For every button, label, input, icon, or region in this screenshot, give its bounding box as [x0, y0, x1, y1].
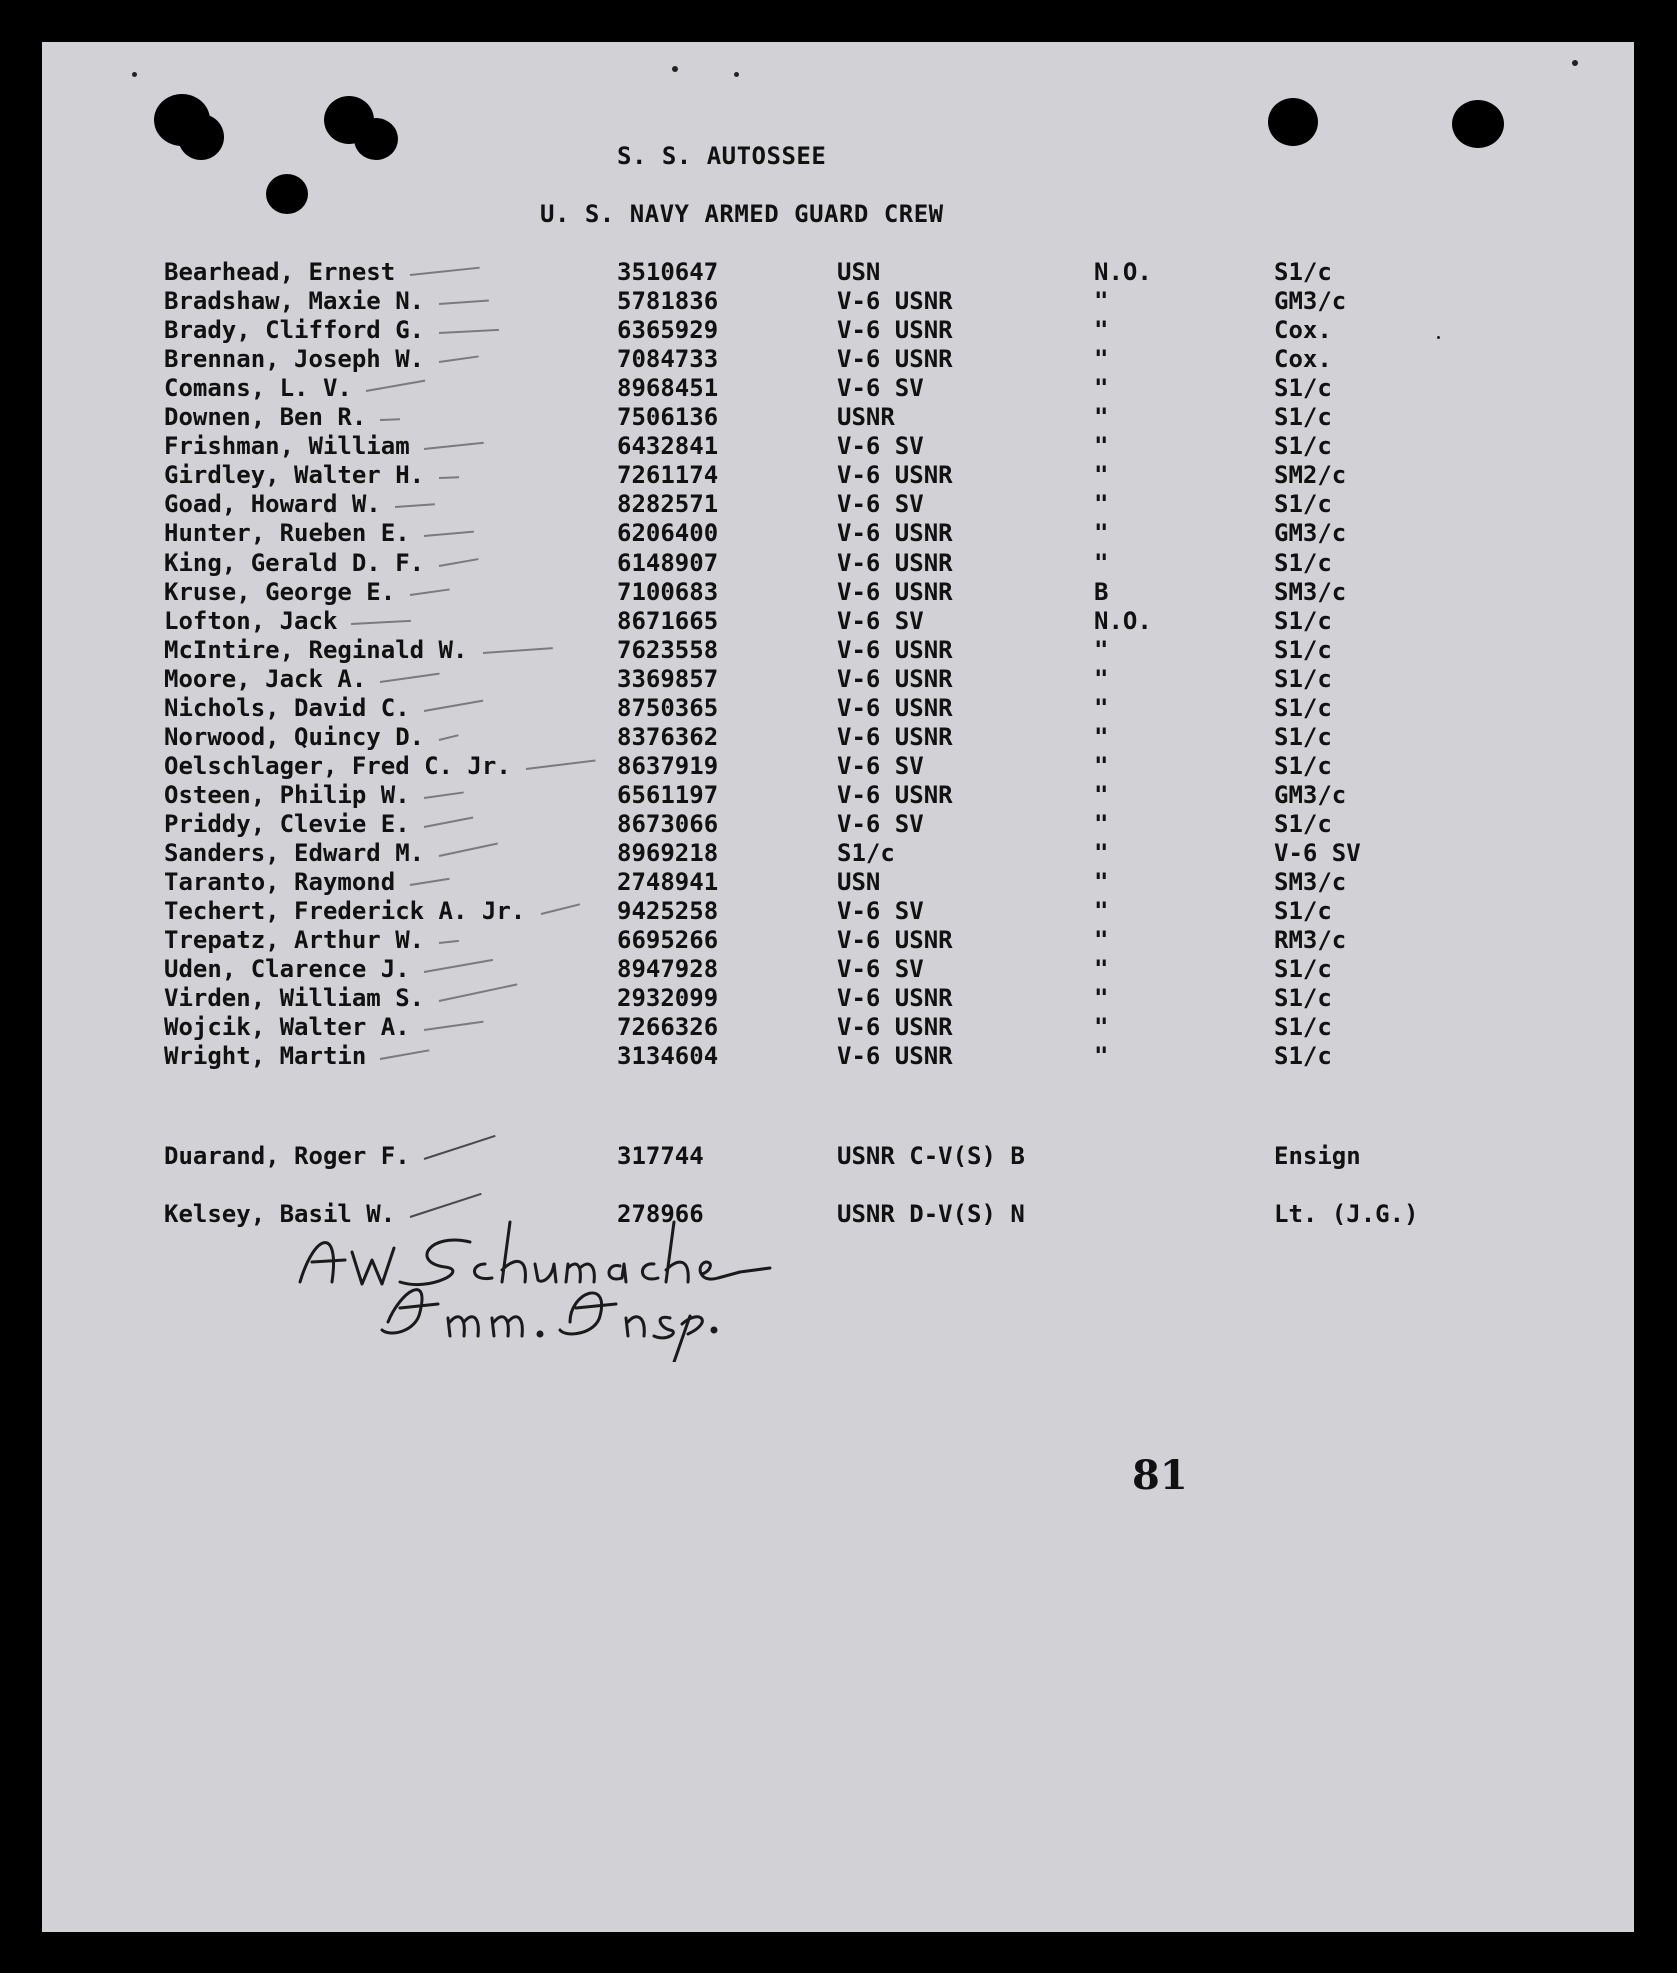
rating: Ensign	[1274, 1142, 1361, 1170]
ditto-mark: "	[1094, 432, 1109, 461]
ditto-mark: "	[1094, 461, 1109, 490]
service-class: USNR D-V(S) N	[837, 1200, 1025, 1228]
page-number: 81	[1132, 1452, 1188, 1499]
service-class: V-6 SV	[837, 490, 924, 519]
service-number: 6432841	[617, 432, 719, 461]
crew-row	[42, 345, 1634, 374]
crew-table	[42, 42, 1634, 1932]
ditto-mark: "	[1094, 839, 1109, 867]
rating: S1/c	[1274, 751, 1332, 780]
service-class: V-6 USNR	[837, 287, 953, 316]
inspector-signature	[270, 1212, 910, 1362]
crew-row	[42, 403, 1634, 432]
crew-row	[42, 432, 1634, 461]
service-class: USN	[837, 868, 881, 897]
crew-name: Girdley, Walter H.	[164, 461, 425, 490]
crew-row	[42, 839, 1634, 868]
rating: GM3/c	[1274, 287, 1347, 316]
rating: S1/c	[1274, 374, 1332, 403]
crew-row	[42, 810, 1634, 839]
service-class: USN	[837, 258, 881, 286]
crew-name: Techert, Frederick A. Jr.	[164, 897, 526, 926]
crew-name: Brady, Clifford G.	[164, 316, 425, 345]
ditto-mark: "	[1094, 548, 1109, 577]
service-number: 6148907	[617, 548, 719, 577]
service-class: V-6 USNR	[837, 577, 953, 606]
crew-name: Oelschlager, Fred C. Jr.	[164, 751, 511, 780]
ditto-mark: "	[1094, 519, 1109, 548]
ditto-mark: "	[1094, 926, 1109, 955]
rating: SM3/c	[1274, 577, 1347, 606]
service-number: 3134604	[617, 1042, 719, 1071]
rating: GM3/c	[1274, 519, 1347, 548]
service-number: 6561197	[617, 780, 719, 809]
ditto-mark: "	[1094, 403, 1109, 432]
rating: S1/c	[1274, 897, 1332, 926]
rating: RM3/c	[1274, 926, 1347, 955]
ditto-mark: "	[1094, 780, 1109, 809]
crew-name: Frishman, William	[164, 432, 410, 461]
ditto-mark: "	[1094, 722, 1109, 751]
document-title: S. S. AUTOSSEE	[617, 142, 827, 170]
service-number: 8637919	[617, 751, 719, 780]
crew-row	[42, 316, 1634, 345]
crew-name: Moore, Jack A.	[164, 664, 367, 693]
crew-row	[42, 694, 1634, 723]
service-class: V-6 SV	[837, 374, 924, 403]
crew-name: Brennan, Joseph W.	[164, 345, 425, 374]
ditto-mark: "	[1094, 897, 1109, 926]
rating: S1/c	[1274, 1042, 1332, 1071]
document-subtitle: U. S. NAVY ARMED GUARD CREW	[540, 200, 944, 228]
crew-row	[42, 1013, 1634, 1042]
service-number: 317744	[617, 1142, 704, 1170]
rating: Cox.	[1274, 345, 1332, 374]
rating: S1/c	[1274, 664, 1332, 693]
rating: V-6 SV	[1274, 839, 1361, 867]
crew-name: McIntire, Reginald W.	[164, 635, 468, 664]
crew-name: Uden, Clarence J.	[164, 955, 410, 984]
crew-row	[42, 287, 1634, 316]
service-number: 278966	[617, 1200, 704, 1228]
service-class: V-6 SV	[837, 606, 924, 635]
crew-name: Kruse, George E.	[164, 577, 396, 606]
officer-row	[42, 1142, 1634, 1171]
rating: S1/c	[1274, 432, 1332, 461]
crew-row	[42, 955, 1634, 984]
crew-row	[42, 374, 1634, 403]
rating: S1/c	[1274, 548, 1332, 577]
crew-name: Sanders, Edward M.	[164, 839, 425, 867]
service-class: V-6 USNR	[837, 722, 953, 751]
service-number: 8671665	[617, 606, 719, 635]
service-number: 7084733	[617, 345, 719, 374]
service-number: 5781836	[617, 287, 719, 316]
service-class: V-6 SV	[837, 809, 924, 838]
service-number: 3369857	[617, 664, 719, 693]
rating: S1/c	[1274, 955, 1332, 984]
ditto-mark: "	[1094, 1013, 1109, 1042]
service-class: V-6 SV	[837, 955, 924, 984]
crew-row	[42, 461, 1634, 490]
crew-row	[42, 519, 1634, 548]
crew-name: Virden, William S.	[164, 984, 425, 1013]
crew-name: Priddy, Clevie E.	[164, 809, 410, 838]
crew-name: Wright, Martin	[164, 1042, 367, 1071]
crew-row	[42, 781, 1634, 810]
crew-row	[42, 258, 1634, 287]
crew-name: Bearhead, Ernest	[164, 258, 396, 286]
crew-row	[42, 926, 1634, 955]
service-class: USNR C-V(S) B	[837, 1142, 1025, 1170]
ditto-mark: "	[1094, 287, 1109, 316]
crew-row	[42, 984, 1634, 1013]
document-page	[42, 42, 1634, 1932]
ditto-mark: "	[1094, 984, 1109, 1013]
rating: S1/c	[1274, 258, 1332, 286]
service-number: 7506136	[617, 403, 719, 432]
crew-name: Osteen, Philip W.	[164, 780, 410, 809]
service-number: 8673066	[617, 809, 719, 838]
ditto-mark: N.O.	[1094, 606, 1152, 635]
service-class: V-6 USNR	[837, 984, 953, 1013]
crew-row	[42, 549, 1634, 578]
service-number: 2748941	[617, 868, 719, 897]
crew-name: Comans, L. V.	[164, 374, 352, 403]
service-class: V-6 USNR	[837, 635, 953, 664]
rating: SM3/c	[1274, 868, 1347, 897]
ditto-mark: "	[1094, 693, 1109, 722]
rating: S1/c	[1274, 1013, 1332, 1042]
service-number: 6365929	[617, 316, 719, 345]
rating: S1/c	[1274, 606, 1332, 635]
service-number: 8947928	[617, 955, 719, 984]
service-number: 7266326	[617, 1013, 719, 1042]
crew-row	[42, 665, 1634, 694]
crew-name: Trepatz, Arthur W.	[164, 926, 425, 955]
service-number: 7261174	[617, 461, 719, 490]
service-class: V-6 USNR	[837, 316, 953, 345]
service-class: V-6 USNR	[837, 693, 953, 722]
rating: SM2/c	[1274, 461, 1347, 490]
crew-name: Duarand, Roger F.	[164, 1142, 410, 1170]
service-number: 7100683	[617, 577, 719, 606]
crew-name: King, Gerald D. F.	[164, 548, 425, 577]
service-number: 8750365	[617, 693, 719, 722]
service-number: 6695266	[617, 926, 719, 955]
crew-row	[42, 578, 1634, 607]
service-class: V-6 USNR	[837, 780, 953, 809]
service-class: V-6 USNR	[837, 1013, 953, 1042]
service-class: V-6 USNR	[837, 345, 953, 374]
service-number: 8376362	[617, 722, 719, 751]
crew-name: Lofton, Jack	[164, 606, 338, 635]
ditto-mark: B	[1094, 577, 1109, 606]
rating: GM3/c	[1274, 780, 1347, 809]
crew-name: Norwood, Quincy D.	[164, 722, 425, 751]
rating: S1/c	[1274, 635, 1332, 664]
ditto-mark: "	[1094, 664, 1109, 693]
rating: S1/c	[1274, 984, 1332, 1013]
service-number: 8968451	[617, 374, 719, 403]
crew-row	[42, 723, 1634, 752]
service-class: V-6 SV	[837, 751, 924, 780]
rating: S1/c	[1274, 722, 1332, 751]
service-number: 8969218	[617, 839, 719, 867]
ditto-mark: "	[1094, 1042, 1109, 1071]
service-class: V-6 USNR	[837, 926, 953, 955]
ditto-mark: "	[1094, 374, 1109, 403]
rating: S1/c	[1274, 490, 1332, 519]
rating: S1/c	[1274, 693, 1332, 722]
service-class: V-6 SV	[837, 432, 924, 461]
service-number: 6206400	[617, 519, 719, 548]
crew-name: Kelsey, Basil W.	[164, 1200, 396, 1228]
service-class: V-6 USNR	[837, 1042, 953, 1071]
ditto-mark: "	[1094, 345, 1109, 374]
service-number: 9425258	[617, 897, 719, 926]
ditto-mark: "	[1094, 316, 1109, 345]
service-class: V-6 USNR	[837, 519, 953, 548]
service-class: S1/c	[837, 839, 895, 867]
crew-name: Downen, Ben R.	[164, 403, 367, 432]
service-number: 2932099	[617, 984, 719, 1013]
ditto-mark: "	[1094, 635, 1109, 664]
crew-name: Goad, Howard W.	[164, 490, 381, 519]
ditto-mark: "	[1094, 955, 1109, 984]
crew-name: Nichols, David C.	[164, 693, 410, 722]
ditto-mark: "	[1094, 809, 1109, 838]
service-number: 8282571	[617, 490, 719, 519]
crew-row	[42, 490, 1634, 519]
ditto-mark: N.O.	[1094, 258, 1152, 286]
crew-row	[42, 636, 1634, 665]
rating: Cox.	[1274, 316, 1332, 345]
service-class: V-6 USNR	[837, 461, 953, 490]
service-number: 7623558	[617, 635, 719, 664]
ditto-mark: "	[1094, 490, 1109, 519]
crew-row	[42, 752, 1634, 781]
rating: Lt. (J.G.)	[1274, 1200, 1419, 1228]
crew-row	[42, 1042, 1634, 1071]
crew-name: Wojcik, Walter A.	[164, 1013, 410, 1042]
rating: S1/c	[1274, 809, 1332, 838]
ditto-mark: "	[1094, 751, 1109, 780]
service-class: USNR	[837, 403, 895, 432]
service-class: V-6 USNR	[837, 548, 953, 577]
service-number: 3510647	[617, 258, 719, 286]
crew-name: Bradshaw, Maxie N.	[164, 287, 425, 316]
crew-name: Taranto, Raymond	[164, 868, 396, 897]
crew-row	[42, 897, 1634, 926]
rating: S1/c	[1274, 403, 1332, 432]
ditto-mark: "	[1094, 868, 1109, 897]
crew-row	[42, 868, 1634, 897]
service-class: V-6 USNR	[837, 664, 953, 693]
crew-name: Hunter, Rueben E.	[164, 519, 410, 548]
service-class: V-6 SV	[837, 897, 924, 926]
crew-row	[42, 607, 1634, 636]
